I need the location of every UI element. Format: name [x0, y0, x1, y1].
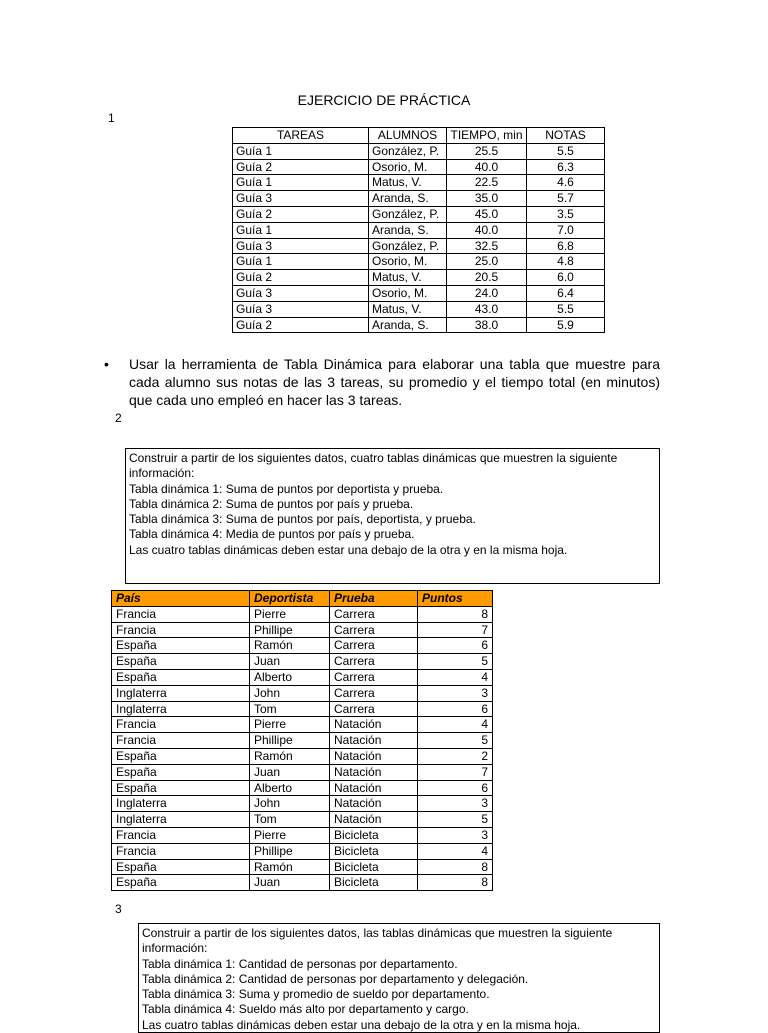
puntos-cell: 4	[418, 669, 493, 685]
puntos-cell: 6	[418, 701, 493, 717]
tiempo-cell: 40.0	[447, 159, 527, 175]
tiempo-cell: 25.5	[447, 143, 527, 159]
tarea-cell: Guía 2	[233, 270, 369, 286]
instruction-line: Construir a partir de los siguientes datos, cuatro tablas dinámicas que muestren la siguiente	[129, 451, 618, 465]
pais-cell: Inglaterra	[112, 685, 250, 701]
tiempo-cell: 32.5	[447, 238, 527, 254]
tarea-cell: Guía 2	[233, 317, 369, 333]
pais-cell: España	[112, 764, 250, 780]
header-pais: País	[112, 591, 250, 607]
pais-cell: Francia	[112, 622, 250, 638]
prueba-cell: Carrera	[330, 622, 418, 638]
prueba-cell: Carrera	[330, 606, 418, 622]
deportista-cell: Pierre	[250, 717, 330, 733]
alumno-cell: González, P.	[369, 206, 447, 222]
deportista-cell: Juan	[250, 764, 330, 780]
prueba-cell: Carrera	[330, 685, 418, 701]
alumno-cell: Matus, V.	[369, 301, 447, 317]
instruction-line: Tabla dinámica 4: Sueldo más alto por departamento y cargo.	[142, 1002, 469, 1017]
puntos-cell: 5	[418, 654, 493, 670]
alumno-cell: Aranda, S.	[369, 317, 447, 333]
alumno-cell: González, P.	[369, 238, 447, 254]
tiempo-cell: 40.0	[447, 222, 527, 238]
section-number-1: 1	[108, 111, 115, 125]
deportista-cell: Alberto	[250, 669, 330, 685]
nota-cell: 6.3	[527, 159, 605, 175]
table-row	[112, 638, 493, 654]
instruction-line: Tabla dinámica 4: Media de puntos por país y prueba.	[129, 527, 415, 542]
table-row	[112, 796, 493, 812]
puntos-cell: 3	[418, 685, 493, 701]
alumno-cell: Aranda, S.	[369, 222, 447, 238]
table-row	[112, 685, 493, 701]
tarea-cell: Guía 2	[233, 206, 369, 222]
table-row	[233, 143, 605, 159]
prueba-cell: Bicicleta	[330, 859, 418, 875]
nota-cell: 6.8	[527, 238, 605, 254]
table-row	[233, 254, 605, 270]
deportista-cell: Alberto	[250, 780, 330, 796]
prueba-cell: Carrera	[330, 654, 418, 670]
puntos-cell: 3	[418, 796, 493, 812]
alumno-cell: Osorio, M.	[369, 285, 447, 301]
table-row	[233, 206, 605, 222]
table-row	[112, 701, 493, 717]
nota-cell: 6.4	[527, 285, 605, 301]
table-row	[112, 859, 493, 875]
table-row	[112, 606, 493, 622]
header-tareas: TAREAS	[233, 128, 369, 144]
nota-cell: 4.6	[527, 175, 605, 191]
pais-cell: España	[112, 748, 250, 764]
header-tiempo: TIEMPO, min	[447, 128, 527, 144]
tiempo-cell: 45.0	[447, 206, 527, 222]
table-row	[112, 669, 493, 685]
pais-cell: España	[112, 669, 250, 685]
deportista-cell: Juan	[250, 654, 330, 670]
deportista-cell: Phillipe	[250, 622, 330, 638]
puntos-cell: 6	[418, 780, 493, 796]
puntos-cell: 7	[418, 764, 493, 780]
prueba-cell: Natación	[330, 733, 418, 749]
pais-cell: España	[112, 780, 250, 796]
pais-cell: Inglaterra	[112, 812, 250, 828]
nota-cell: 5.5	[527, 301, 605, 317]
tiempo-cell: 20.5	[447, 270, 527, 286]
instructions-box-3	[138, 923, 660, 1033]
table-row	[233, 238, 605, 254]
prueba-cell: Bicicleta	[330, 827, 418, 843]
table-row	[112, 827, 493, 843]
header-alumnos: ALUMNOS	[369, 128, 447, 144]
pais-cell: España	[112, 654, 250, 670]
nota-cell: 5.7	[527, 191, 605, 207]
deportista-cell: Phillipe	[250, 733, 330, 749]
puntos-cell: 8	[418, 859, 493, 875]
pais-cell: España	[112, 875, 250, 891]
nota-cell: 3.5	[527, 206, 605, 222]
instructions-box-2	[125, 448, 660, 584]
sports-table	[111, 590, 493, 891]
prueba-cell: Natación	[330, 812, 418, 828]
tarea-cell: Guía 3	[233, 301, 369, 317]
table-row	[233, 191, 605, 207]
table-row	[112, 780, 493, 796]
prueba-cell: Natación	[330, 796, 418, 812]
instruction-line: Construir a partir de los siguientes datos, las tablas dinámicas que muestren la siguiente	[142, 926, 613, 940]
deportista-cell: John	[250, 685, 330, 701]
pais-cell: Francia	[112, 717, 250, 733]
tarea-cell: Guía 3	[233, 238, 369, 254]
instruction-line: Tabla dinámica 3: Suma de puntos por país, deportista, y prueba.	[129, 512, 476, 527]
table-row	[233, 222, 605, 238]
nota-cell: 5.5	[527, 143, 605, 159]
sports-table-header	[112, 591, 493, 607]
tarea-cell: Guía 1	[233, 254, 369, 270]
alumno-cell: Aranda, S.	[369, 191, 447, 207]
table-row	[233, 175, 605, 191]
prueba-cell: Bicicleta	[330, 875, 418, 891]
pais-cell: Francia	[112, 733, 250, 749]
prueba-cell: Natación	[330, 780, 418, 796]
table-row	[112, 764, 493, 780]
pais-cell: Inglaterra	[112, 701, 250, 717]
tarea-cell: Guía 3	[233, 285, 369, 301]
instruction-line: información:	[142, 941, 208, 956]
alumno-cell: Osorio, M.	[369, 159, 447, 175]
header-notas: NOTAS	[527, 128, 605, 144]
table-row	[112, 733, 493, 749]
header-deportista: Deportista	[250, 591, 330, 607]
puntos-cell: 8	[418, 606, 493, 622]
prueba-cell: Bicicleta	[330, 843, 418, 859]
tarea-cell: Guía 1	[233, 175, 369, 191]
section-number-3: 3	[115, 902, 122, 916]
pais-cell: Francia	[112, 606, 250, 622]
table-row	[112, 812, 493, 828]
tiempo-cell: 35.0	[447, 191, 527, 207]
alumno-cell: Osorio, M.	[369, 254, 447, 270]
prueba-cell: Carrera	[330, 701, 418, 717]
instruction-line: Las cuatro tablas dinámicas deben estar una debajo de la otra y en la misma hoja.	[129, 542, 568, 557]
puntos-cell: 2	[418, 748, 493, 764]
instruction-line: Las cuatro tablas dinámicas deben estar una debajo de la otra y en la misma hoja.	[142, 1017, 581, 1032]
table-row	[233, 317, 605, 333]
tiempo-cell: 24.0	[447, 285, 527, 301]
puntos-cell: 4	[418, 843, 493, 859]
prueba-cell: Natación	[330, 717, 418, 733]
puntos-cell: 5	[418, 812, 493, 828]
tarea-cell: Guía 2	[233, 159, 369, 175]
puntos-cell: 5	[418, 733, 493, 749]
tiempo-cell: 43.0	[447, 301, 527, 317]
header-prueba: Prueba	[330, 591, 418, 607]
table-row	[233, 285, 605, 301]
tasks-table-header	[233, 128, 605, 144]
puntos-cell: 4	[418, 717, 493, 733]
table-row	[112, 843, 493, 859]
table-row	[112, 748, 493, 764]
deportista-cell: Juan	[250, 875, 330, 891]
table-row	[233, 159, 605, 175]
page-title: EJERCICIO DE PRÁCTICA	[297, 92, 471, 108]
pais-cell: Francia	[112, 827, 250, 843]
bullet-dot-icon: •	[104, 356, 109, 372]
section-number-2: 2	[115, 411, 122, 425]
instruction-line: información:	[129, 466, 195, 481]
nota-cell: 6.0	[527, 270, 605, 286]
tiempo-cell: 38.0	[447, 317, 527, 333]
instruction-line: Tabla dinámica 1: Cantidad de personas por departamento.	[142, 956, 458, 971]
pais-cell: Inglaterra	[112, 796, 250, 812]
table-row	[112, 654, 493, 670]
instruction-line: Tabla dinámica 3: Suma y promedio de sueldo por departamento.	[142, 987, 490, 1002]
instruction-line: Tabla dinámica 2: Suma de puntos por país y prueba.	[129, 496, 414, 511]
instruction-line: Tabla dinámica 2: Cantidad de personas por departamento y delegación.	[142, 971, 529, 986]
tasks-table	[232, 127, 605, 333]
puntos-cell: 8	[418, 875, 493, 891]
nota-cell: 4.8	[527, 254, 605, 270]
table-row	[233, 270, 605, 286]
prueba-cell: Carrera	[330, 669, 418, 685]
tiempo-cell: 25.0	[447, 254, 527, 270]
alumno-cell: Matus, V.	[369, 270, 447, 286]
table-row	[112, 875, 493, 891]
deportista-cell: Phillipe	[250, 843, 330, 859]
table-row	[112, 717, 493, 733]
tarea-cell: Guía 3	[233, 191, 369, 207]
puntos-cell: 7	[418, 622, 493, 638]
bullet-text: Usar la herramienta de Tabla Dinámica para elaborar una tabla que muestre para cada alumno sus notas de las 3 tareas, su promedio y el tiempo total (en minutos) que cada uno empleó en hacer las 3 tareas.	[129, 356, 660, 408]
instruction-line: Tabla dinámica 1: Suma de puntos por deportista y prueba.	[129, 481, 444, 496]
nota-cell: 5.9	[527, 317, 605, 333]
pais-cell: Francia	[112, 843, 250, 859]
pais-cell: España	[112, 859, 250, 875]
puntos-cell: 6	[418, 638, 493, 654]
header-puntos: Puntos	[418, 591, 493, 607]
instruction-bullet	[104, 355, 660, 409]
table-row	[112, 622, 493, 638]
deportista-cell: Tom	[250, 701, 330, 717]
deportista-cell: Ramón	[250, 748, 330, 764]
table-row	[233, 301, 605, 317]
deportista-cell: Pierre	[250, 827, 330, 843]
alumno-cell: Matus, V.	[369, 175, 447, 191]
deportista-cell: Pierre	[250, 606, 330, 622]
tarea-cell: Guía 1	[233, 222, 369, 238]
pais-cell: España	[112, 638, 250, 654]
deportista-cell: Ramón	[250, 859, 330, 875]
deportista-cell: John	[250, 796, 330, 812]
alumno-cell: González, P.	[369, 143, 447, 159]
puntos-cell: 3	[418, 827, 493, 843]
prueba-cell: Carrera	[330, 638, 418, 654]
tiempo-cell: 22.5	[447, 175, 527, 191]
prueba-cell: Natación	[330, 764, 418, 780]
tarea-cell: Guía 1	[233, 143, 369, 159]
prueba-cell: Natación	[330, 748, 418, 764]
deportista-cell: Ramón	[250, 638, 330, 654]
deportista-cell: Tom	[250, 812, 330, 828]
nota-cell: 7.0	[527, 222, 605, 238]
